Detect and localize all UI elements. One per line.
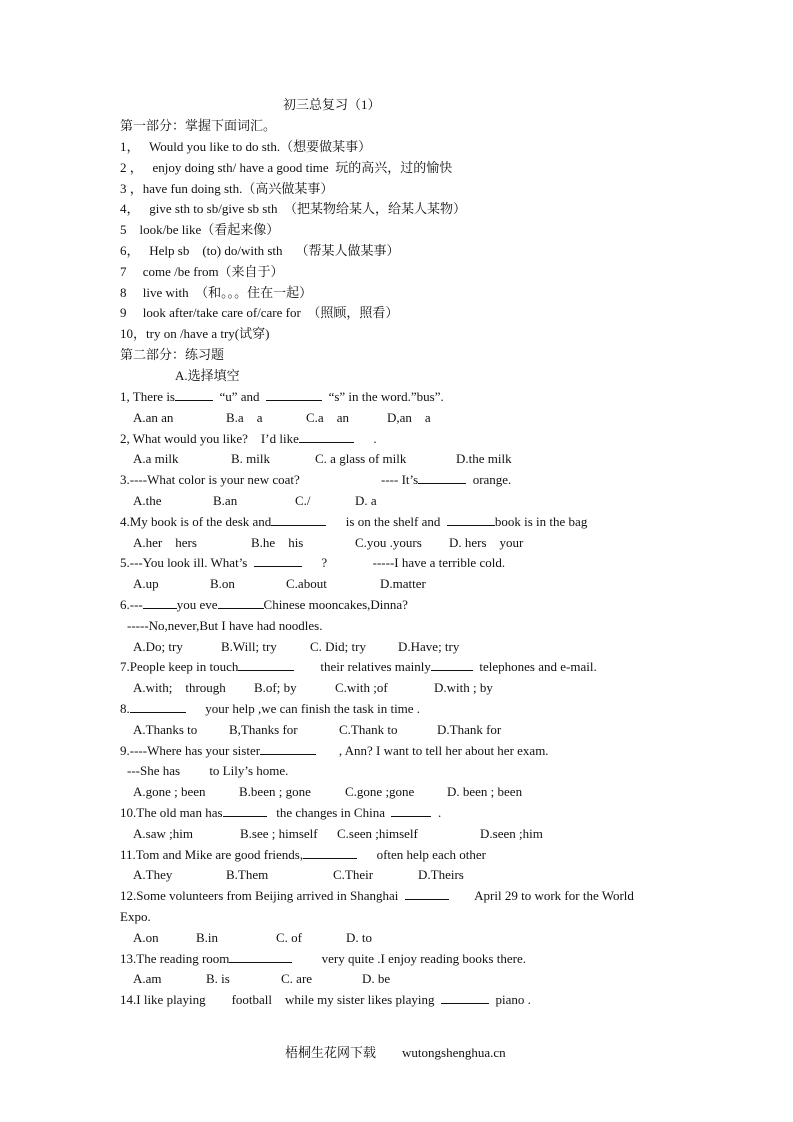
- question-text: your help ,we can finish the task in time .: [185, 701, 421, 716]
- question-text: 7.People keep in touch: [120, 659, 239, 675]
- question-text: 3.----What color is your new coat? ---- It’s: [120, 472, 419, 488]
- question-text: 5.---You look ill. What’s: [120, 555, 254, 571]
- answer-option[interactable]: D. to: [346, 929, 372, 945]
- vocab-item: 8 live with （和。。。住在一起）: [120, 284, 313, 300]
- vocab-item: 9 look after/take care of/care for （照顾，照看）: [120, 305, 399, 321]
- vocab-item: 5 look/be like（看起来像）: [120, 222, 280, 238]
- question-text: .: [431, 805, 442, 820]
- question-text: ? -----I have a terrible cold.: [301, 555, 506, 571]
- question-13: [120, 951, 526, 967]
- question-1: [120, 389, 444, 405]
- vocab-item: 1， Would you like to do sth.（想要做某事）: [120, 139, 372, 154]
- question-text: , Ann? I want to tell her about her exam.: [316, 742, 549, 758]
- answer-option[interactable]: B. is: [206, 971, 230, 987]
- answer-option[interactable]: C.about: [286, 576, 327, 592]
- answer-option[interactable]: D. been ; been: [447, 784, 523, 800]
- question-text: piano .: [488, 992, 531, 1008]
- answer-option[interactable]: D.Have; try: [398, 638, 460, 654]
- question-text: the changes in China: [266, 805, 392, 820]
- answer-blank[interactable]: [418, 472, 466, 484]
- answer-blank[interactable]: [260, 743, 316, 755]
- answer-blank[interactable]: [130, 701, 186, 713]
- question-text: 4.My book is of the desk and: [120, 513, 272, 529]
- answer-option[interactable]: A.her hers: [133, 534, 197, 550]
- question-reply: ---She has to Lily’s home.: [127, 763, 289, 779]
- question-text: 12.Some volunteers from Beijing arrived in Shanghai: [120, 888, 405, 904]
- answer-option[interactable]: C.gone ;gone: [345, 784, 415, 800]
- answer-option[interactable]: A.am: [133, 971, 162, 987]
- answer-option[interactable]: B.Them: [226, 867, 269, 883]
- answer-blank[interactable]: [299, 431, 354, 443]
- answer-option[interactable]: C. of: [276, 929, 302, 945]
- question-text: 10.The old man has: [120, 805, 223, 820]
- footer: [285, 1042, 506, 1061]
- answer-option[interactable]: C.with ;of: [335, 680, 388, 696]
- section-a-heading: A.选择填空: [175, 368, 240, 383]
- question-text: April 29 to work for the World: [448, 888, 634, 904]
- question-text: 14.I like playing football while my sister likes playing: [120, 992, 441, 1008]
- answer-option[interactable]: B.been ; gone: [239, 784, 311, 800]
- question-5: [120, 555, 505, 571]
- question-text: 11.Tom and Mike are good friends,: [120, 846, 304, 862]
- answer-option[interactable]: A.on: [133, 929, 159, 945]
- answer-option[interactable]: B.he his: [251, 534, 304, 550]
- answer-option[interactable]: A.the: [133, 493, 162, 508]
- vocab-item: 3 ，have fun doing sth.（高兴做某事）: [120, 180, 334, 196]
- vocab-item: 4， give sth to sb/give sb sth （把某物给某人，给某人某物）: [120, 201, 466, 217]
- footer-site-name: 梧桐生花网下载: [285, 1045, 377, 1060]
- answer-option[interactable]: C.seen ;himself: [337, 825, 418, 841]
- answer-option[interactable]: A.an an: [133, 409, 174, 425]
- answer-option[interactable]: C.Their: [333, 867, 374, 883]
- part1-heading: 第一部分：掌握下面词汇。: [120, 118, 277, 133]
- question-text: 1, There is: [120, 389, 175, 404]
- answer-option[interactable]: B.Will; try: [221, 638, 277, 654]
- question-text: 13.The reading room: [120, 950, 230, 966]
- answer-option[interactable]: A.saw ;him: [133, 825, 193, 841]
- answer-option[interactable]: D.Theirs: [418, 867, 464, 883]
- question-text: you eve: [176, 597, 218, 612]
- answer-option[interactable]: C.a an: [306, 409, 349, 425]
- answer-blank[interactable]: [254, 555, 302, 567]
- answer-option[interactable]: D. hers your: [449, 534, 524, 550]
- answer-option[interactable]: B.in: [196, 929, 219, 945]
- answer-option[interactable]: D.the milk: [456, 451, 512, 467]
- answer-option[interactable]: D,an a: [387, 409, 431, 425]
- answer-option[interactable]: D. a: [355, 493, 377, 508]
- question-text: their relatives mainly: [294, 659, 431, 675]
- answer-blank[interactable]: [223, 805, 267, 817]
- answer-blank[interactable]: [405, 888, 449, 900]
- answer-option[interactable]: D.with ; by: [434, 680, 493, 696]
- question-text: “s” in the word.”bus”.: [322, 389, 444, 404]
- answer-option[interactable]: D. be: [362, 971, 391, 987]
- question-text: telephones and e-mail.: [472, 659, 597, 675]
- answer-blank[interactable]: [391, 805, 431, 817]
- question-14: [120, 992, 531, 1008]
- question-8: [120, 701, 420, 717]
- answer-option[interactable]: C. are: [281, 971, 313, 987]
- answer-blank[interactable]: [175, 389, 213, 401]
- question-continuation: Expo.: [120, 909, 151, 924]
- question-text: very quite .I enjoy reading books there.: [292, 950, 526, 966]
- answer-option[interactable]: C.you .yours: [355, 534, 422, 550]
- vocab-item: 7 come /be from（来自于）: [120, 263, 284, 279]
- answer-blank[interactable]: [447, 514, 495, 526]
- answer-blank[interactable]: [229, 951, 292, 963]
- answer-option[interactable]: C. a glass of milk: [315, 451, 407, 467]
- answer-blank[interactable]: [303, 847, 357, 859]
- answer-option[interactable]: D.Thank for: [437, 721, 502, 737]
- question-text: “u” and: [213, 389, 267, 404]
- question-7: [120, 659, 597, 675]
- answer-option[interactable]: A.up: [133, 576, 159, 592]
- question-4: [120, 514, 587, 530]
- answer-option[interactable]: C./: [295, 493, 311, 508]
- answer-blank[interactable]: [431, 659, 473, 671]
- answer-blank[interactable]: [271, 514, 326, 526]
- question-6: [120, 597, 408, 613]
- vocab-item: 2 ， enjoy doing sth/ have a good time 玩的高兴，过的愉快: [120, 159, 453, 175]
- question-text: Chinese mooncakes,Dinna?: [263, 597, 408, 612]
- question-text: book is in the bag: [494, 513, 588, 529]
- answer-option[interactable]: D.seen ;him: [480, 825, 543, 841]
- question-text: .: [353, 430, 377, 446]
- question-12: [120, 888, 634, 904]
- answer-option[interactable]: B.an: [213, 493, 238, 508]
- vocab-item: 10，try on /have a try(试穿): [120, 326, 270, 342]
- answer-blank[interactable]: [441, 992, 489, 1004]
- answer-option[interactable]: B.of; by: [254, 680, 297, 696]
- answer-blank[interactable]: [218, 597, 264, 609]
- answer-option[interactable]: C. Did; try: [310, 638, 366, 654]
- question-2: [120, 431, 377, 447]
- answer-option[interactable]: A.gone ; been: [133, 784, 206, 800]
- answer-option[interactable]: A.Do; try: [133, 638, 183, 654]
- answer-option[interactable]: B.see ; himself: [240, 825, 318, 841]
- question-text: 2, What would you like? I’d like: [120, 430, 299, 446]
- question-9: [120, 743, 549, 759]
- answer-option[interactable]: D.matter: [380, 576, 426, 592]
- answer-blank[interactable]: [238, 659, 294, 671]
- question-reply: -----No,never,But I have had noodles.: [127, 617, 323, 633]
- question-text: often help each other: [357, 846, 486, 862]
- document-title: 初三总复习（1）: [283, 97, 381, 112]
- answer-option[interactable]: A.They: [133, 867, 173, 883]
- answer-blank[interactable]: [266, 389, 322, 401]
- answer-option[interactable]: B.on: [210, 576, 235, 592]
- answer-option[interactable]: A.a milk: [133, 451, 179, 467]
- answer-option[interactable]: A.Thanks to: [133, 721, 198, 737]
- vocab-item: 6， Help sb (to) do/with sth （帮某人做某事）: [120, 243, 400, 258]
- question-text: is on the shelf and: [326, 513, 447, 529]
- question-3: [120, 472, 511, 488]
- question-text: 9.----Where has your sister: [120, 742, 261, 758]
- footer-url: wutongshenghua.cn: [402, 1045, 506, 1060]
- question-11: [120, 847, 486, 863]
- answer-option[interactable]: B. milk: [231, 451, 271, 467]
- answer-option[interactable]: A.with; through: [133, 680, 226, 696]
- question-text: 8.: [120, 701, 130, 716]
- answer-option[interactable]: B,Thanks for: [229, 721, 298, 737]
- part2-heading: 第二部分：练习题: [120, 347, 225, 362]
- answer-blank[interactable]: [143, 597, 177, 609]
- question-text: 6.---: [120, 597, 143, 612]
- answer-option[interactable]: B.a a: [226, 409, 263, 425]
- answer-option[interactable]: C.Thank to: [339, 721, 398, 737]
- question-text: orange.: [466, 472, 512, 488]
- question-10: [120, 805, 441, 821]
